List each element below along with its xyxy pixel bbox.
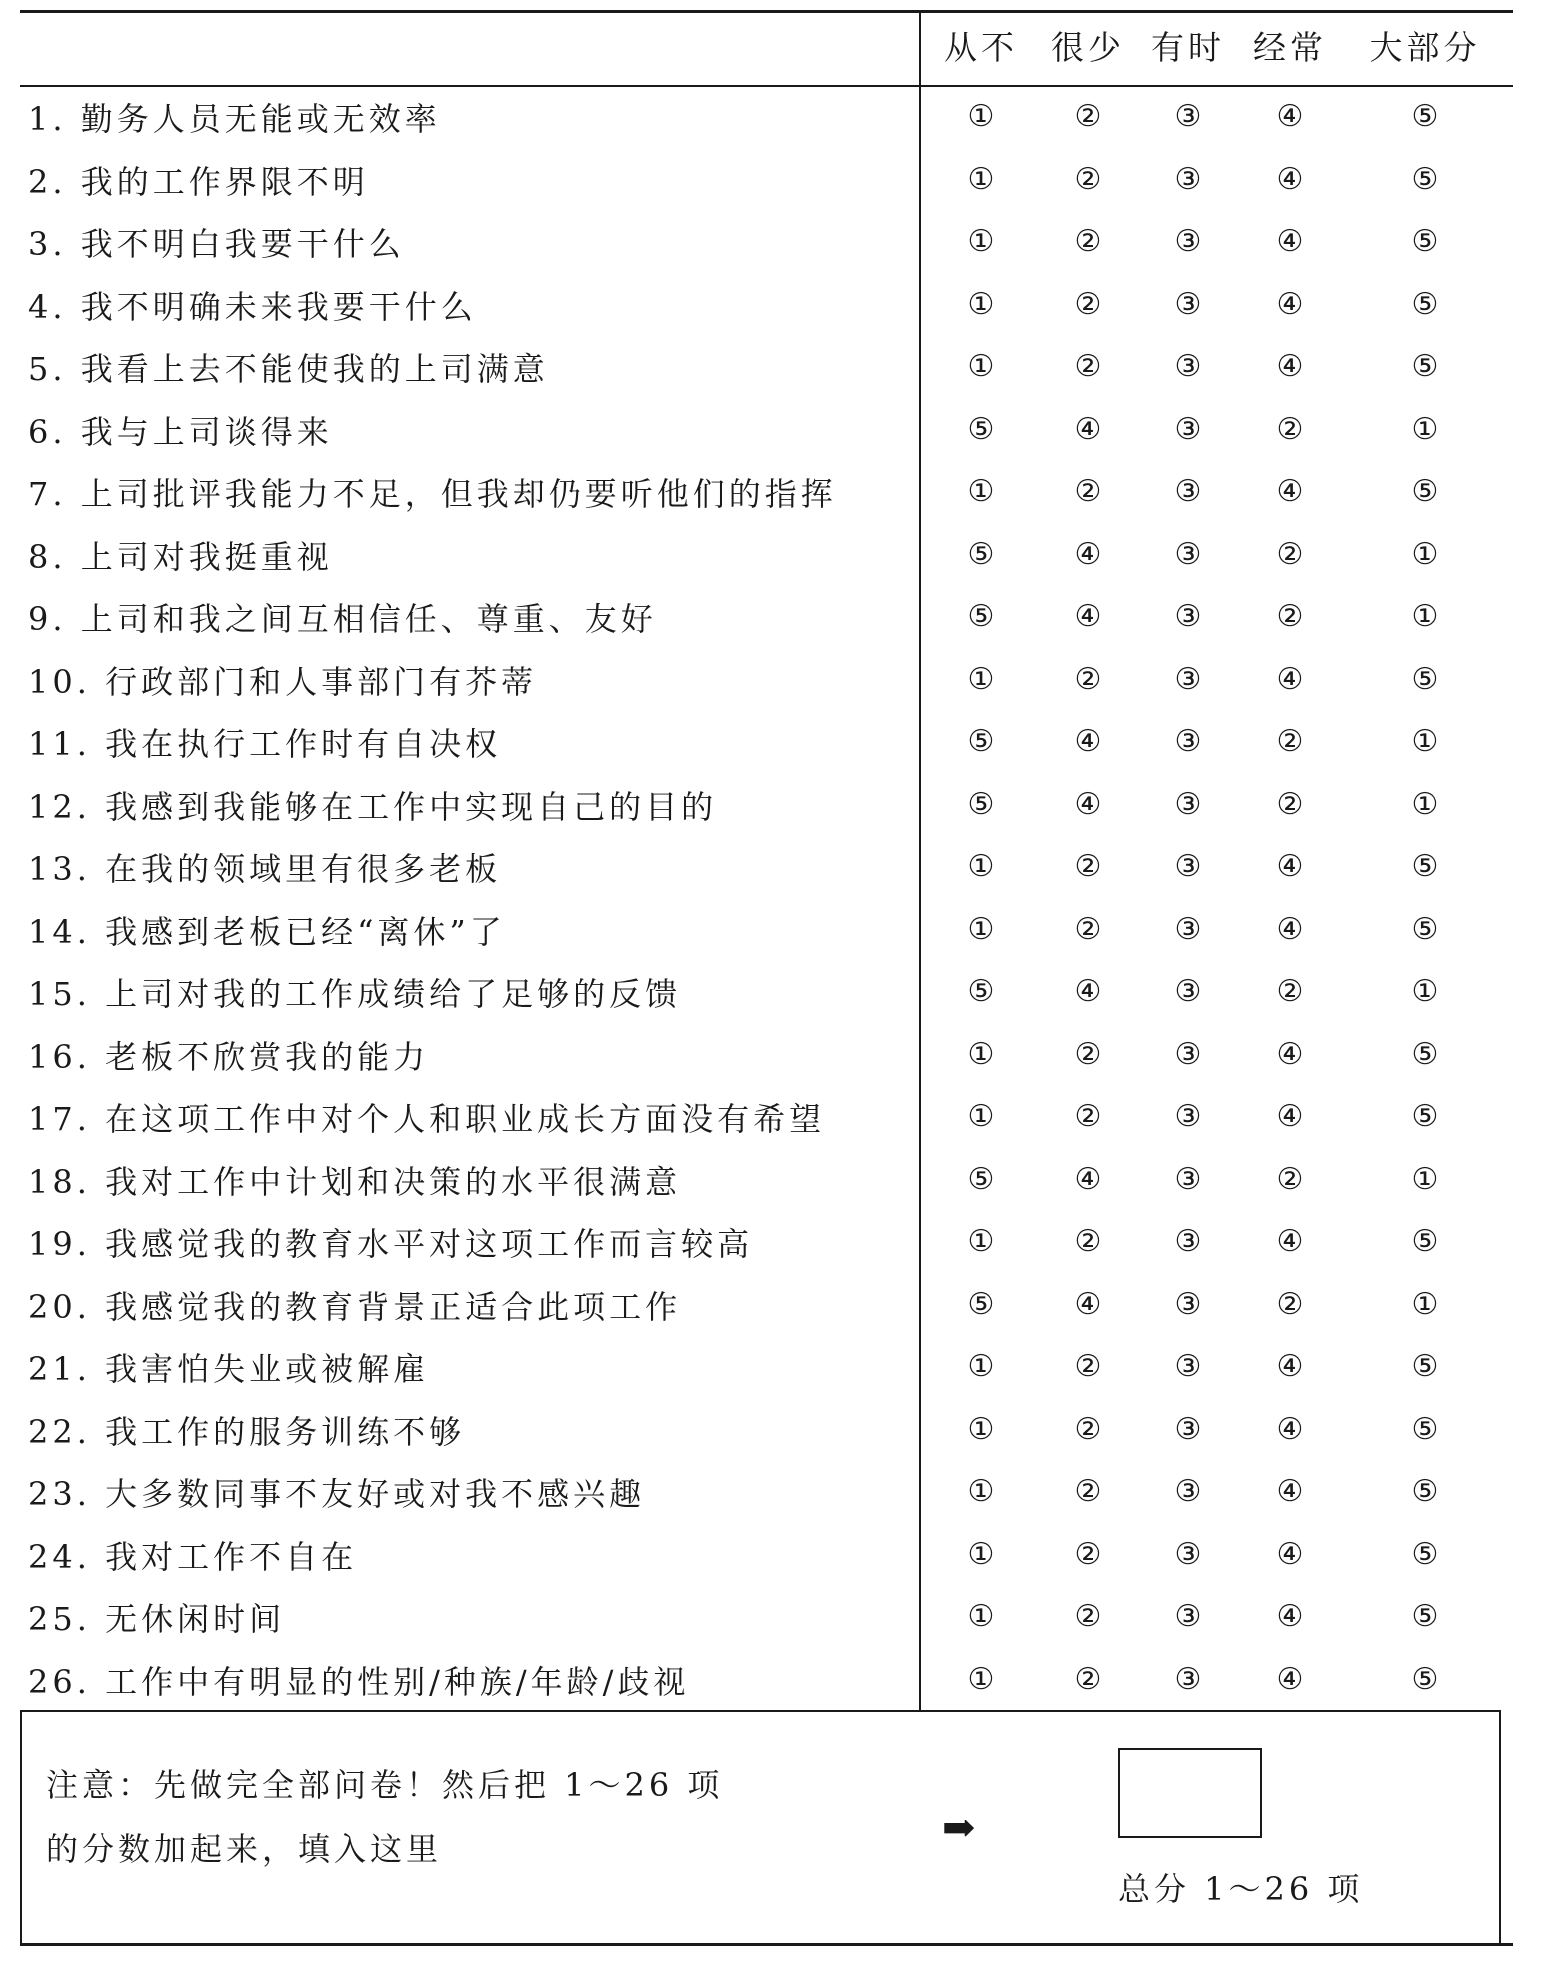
answer-option[interactable]: ④ [1276, 224, 1304, 259]
answer-option[interactable]: ① [967, 1036, 995, 1072]
answer-option[interactable]: ③ [1174, 474, 1202, 509]
question-text: 7. 上司批评我能力不足，但我却仍要听他们的指挥 [28, 475, 837, 513]
question-text: 15. 上司对我的工作成绩给了足够的反馈 [28, 975, 682, 1013]
answer-option[interactable]: ② [1074, 99, 1102, 134]
answer-option[interactable]: ④ [1276, 99, 1304, 134]
answer-option[interactable]: ④ [1276, 1661, 1304, 1697]
answer-option[interactable]: ① [967, 1411, 995, 1447]
answer-option[interactable]: ① [967, 224, 995, 259]
question-row [0, 1149, 1553, 1211]
total-score-label: 总分 1～26 项 [1118, 1870, 1364, 1908]
question-text: 25. 无休闲时间 [28, 1600, 286, 1638]
answer-option[interactable]: ① [1411, 599, 1439, 634]
answer-option[interactable]: ⑤ [1411, 474, 1439, 509]
answer-option[interactable]: ④ [1276, 474, 1304, 509]
question-text: 10. 行政部门和人事部门有芥蒂 [28, 662, 538, 701]
question-text: 16. 老板不欣赏我的能力 [28, 1037, 430, 1076]
answer-option[interactable]: ① [1411, 536, 1439, 572]
answer-option[interactable]: ④ [1276, 1036, 1304, 1072]
question-text: 3. 我不明白我要干什么 [28, 225, 405, 263]
answer-option[interactable]: ⑤ [1411, 1536, 1439, 1572]
answer-option[interactable]: ③ [1174, 99, 1202, 134]
answer-option[interactable]: ④ [1276, 911, 1304, 947]
answer-option[interactable]: ③ [1174, 1599, 1202, 1634]
answer-option[interactable]: ① [967, 911, 995, 947]
question-text: 13. 在我的领域里有很多老板 [28, 850, 502, 888]
answer-option[interactable]: ② [1276, 599, 1304, 634]
answer-option[interactable]: ④ [1276, 1474, 1304, 1509]
answer-option[interactable]: ⑤ [1411, 99, 1439, 134]
answer-option[interactable]: ⑤ [967, 1161, 995, 1197]
question-row [0, 961, 1553, 1023]
answer-option[interactable]: ⑤ [1411, 1099, 1439, 1134]
answer-option[interactable]: ② [1276, 1286, 1304, 1322]
question-row [0, 524, 1553, 586]
answer-option[interactable]: ① [967, 1349, 995, 1384]
question-text: 18. 我对工作中计划和决策的水平很满意 [28, 1162, 682, 1201]
answer-option[interactable]: ④ [1276, 286, 1304, 322]
answer-option[interactable]: ③ [1174, 599, 1202, 634]
answer-option[interactable]: ③ [1174, 1536, 1202, 1572]
answer-option[interactable]: ④ [1276, 661, 1304, 697]
answer-option[interactable]: ⑤ [1411, 161, 1439, 197]
answer-option[interactable]: ① [967, 1661, 995, 1697]
question-text: 4. 我不明确未来我要干什么 [28, 287, 477, 326]
answer-option[interactable]: ② [1276, 1161, 1304, 1197]
answer-option[interactable]: ③ [1174, 286, 1202, 322]
question-text: 26. 工作中有明显的性别/种族/年龄/歧视 [28, 1662, 690, 1701]
answer-option[interactable]: ② [1074, 1536, 1102, 1572]
answer-option[interactable]: ④ [1276, 161, 1304, 197]
column-header-4: 经常 [1253, 28, 1327, 67]
answer-option[interactable]: ① [967, 849, 995, 884]
answer-option[interactable]: ④ [1276, 1599, 1304, 1634]
answer-option[interactable]: ② [1276, 786, 1304, 822]
question-text: 1. 勤务人员无能或无效率 [28, 100, 441, 138]
answer-option[interactable]: ④ [1276, 1349, 1304, 1384]
answer-option[interactable]: ④ [1074, 599, 1102, 634]
answer-option[interactable]: ⑤ [1411, 911, 1439, 947]
answer-option[interactable]: ⑤ [1411, 1474, 1439, 1509]
answer-option[interactable]: ④ [1276, 349, 1304, 384]
answer-option[interactable]: ③ [1174, 1161, 1202, 1197]
question-row [0, 649, 1553, 711]
question-row [0, 1586, 1553, 1648]
answer-option[interactable]: ③ [1174, 1099, 1202, 1134]
answer-option[interactable]: ③ [1174, 1411, 1202, 1447]
answer-option[interactable]: ③ [1174, 411, 1202, 447]
answer-option[interactable]: ⑤ [1411, 224, 1439, 259]
answer-option[interactable]: ② [1074, 474, 1102, 509]
column-header-1: 从不 [944, 28, 1018, 67]
answer-option[interactable]: ⑤ [967, 411, 995, 447]
answer-option[interactable]: ③ [1174, 1474, 1202, 1509]
answer-option[interactable]: ⑤ [967, 724, 995, 759]
question-row [0, 149, 1553, 211]
answer-option[interactable]: ① [967, 161, 995, 197]
question-text: 14. 我感到老板已经“离休”了 [28, 912, 506, 951]
question-row [0, 1211, 1553, 1273]
question-text: 9. 上司和我之间互相信任、尊重、友好 [28, 600, 657, 638]
answer-option[interactable]: ④ [1276, 1536, 1304, 1572]
answer-option[interactable]: ③ [1174, 849, 1202, 884]
total-score-box[interactable] [1118, 1748, 1262, 1838]
answer-option[interactable]: ⑤ [1411, 849, 1439, 884]
answer-option[interactable]: ① [967, 1224, 995, 1259]
answer-option[interactable]: ① [967, 661, 995, 697]
answer-option[interactable]: ④ [1276, 849, 1304, 884]
answer-option[interactable]: ② [1074, 1224, 1102, 1259]
answer-option[interactable]: ③ [1174, 1286, 1202, 1322]
answer-option[interactable]: ⑤ [1411, 1599, 1439, 1634]
column-header-3: 有时 [1151, 28, 1225, 67]
question-row [0, 399, 1553, 461]
answer-option[interactable]: ① [1411, 411, 1439, 447]
answer-option[interactable]: ⑤ [1411, 286, 1439, 322]
answer-option[interactable]: ⑤ [967, 536, 995, 572]
question-row [0, 274, 1553, 336]
answer-option[interactable]: ② [1276, 974, 1304, 1009]
question-row [0, 1024, 1553, 1086]
answer-option[interactable]: ① [967, 349, 995, 384]
answer-option[interactable]: ⑤ [967, 1286, 995, 1322]
answer-option[interactable]: ④ [1074, 1286, 1102, 1322]
question-text: 21. 我害怕失业或被解雇 [28, 1350, 430, 1388]
question-row [0, 336, 1553, 398]
answer-option[interactable]: ⑤ [1411, 661, 1439, 697]
answer-option[interactable]: ① [967, 286, 995, 322]
question-text: 12. 我感到我能够在工作中实现自己的目的 [28, 787, 718, 826]
question-row [0, 711, 1553, 773]
question-row [0, 1336, 1553, 1398]
answer-option[interactable]: ④ [1074, 411, 1102, 447]
answer-option[interactable]: ② [1074, 1036, 1102, 1072]
answer-option[interactable]: ④ [1074, 974, 1102, 1009]
question-text: 6. 我与上司谈得来 [28, 412, 333, 451]
answer-option[interactable]: ⑤ [1411, 349, 1439, 384]
answer-option[interactable]: ② [1074, 349, 1102, 384]
question-row [0, 211, 1553, 273]
answer-option[interactable]: ④ [1276, 1411, 1304, 1447]
answer-option[interactable]: ④ [1074, 1161, 1102, 1197]
answer-option[interactable]: ③ [1174, 161, 1202, 197]
answer-option[interactable]: ④ [1074, 786, 1102, 822]
answer-option[interactable]: ② [1074, 1411, 1102, 1447]
answer-option[interactable]: ④ [1074, 536, 1102, 572]
answer-option[interactable]: ① [1411, 724, 1439, 759]
answer-option[interactable]: ③ [1174, 786, 1202, 822]
question-text: 17. 在这项工作中对个人和职业成长方面没有希望 [28, 1100, 826, 1138]
table-top-rule [20, 10, 1513, 13]
answer-option[interactable]: ② [1074, 661, 1102, 697]
answer-option[interactable]: ② [1074, 224, 1102, 259]
column-header-5: 大部分 [1369, 28, 1481, 67]
question-row [0, 774, 1553, 836]
answer-option[interactable]: ③ [1174, 724, 1202, 759]
answer-option[interactable]: ⑤ [1411, 1349, 1439, 1384]
question-text: 2. 我的工作界限不明 [28, 162, 369, 201]
answer-option[interactable]: ② [1276, 536, 1304, 572]
column-header-2: 很少 [1051, 28, 1125, 67]
answer-option[interactable]: ② [1276, 724, 1304, 759]
instruction-text-line-2: 的分数加起来，填入这里 [46, 1830, 443, 1868]
question-row [0, 1461, 1553, 1523]
answer-option[interactable]: ③ [1174, 974, 1202, 1009]
question-row [0, 461, 1553, 523]
answer-option[interactable]: ② [1074, 1599, 1102, 1634]
question-text: 8. 上司对我挺重视 [28, 537, 333, 576]
answer-option[interactable]: ③ [1174, 911, 1202, 947]
question-row [0, 86, 1553, 148]
answer-option[interactable]: ② [1074, 1474, 1102, 1509]
answer-option[interactable]: ③ [1174, 1661, 1202, 1697]
question-row [0, 1399, 1553, 1461]
answer-option[interactable]: ③ [1174, 1036, 1202, 1072]
answer-option[interactable]: ① [967, 1536, 995, 1572]
answer-option[interactable]: ④ [1276, 1099, 1304, 1134]
question-row [0, 1086, 1553, 1148]
answer-option[interactable]: ③ [1174, 1224, 1202, 1259]
answer-option[interactable]: ① [967, 474, 995, 509]
answer-option[interactable]: ② [1074, 1661, 1102, 1697]
instruction-text-line-1: 注意：先做完全部问卷！然后把 1～26 项 [46, 1766, 724, 1804]
question-text: 20. 我感觉我的教育背景正适合此项工作 [28, 1287, 682, 1326]
question-text: 22. 我工作的服务训练不够 [28, 1412, 466, 1451]
answer-option[interactable]: ⑤ [967, 786, 995, 822]
answer-option[interactable]: ① [967, 1474, 995, 1509]
answer-option[interactable]: ③ [1174, 661, 1202, 697]
question-row [0, 1274, 1553, 1336]
answer-option[interactable]: ⑤ [1411, 1036, 1439, 1072]
answer-option[interactable]: ② [1074, 1099, 1102, 1134]
answer-option[interactable]: ① [967, 1099, 995, 1134]
answer-option[interactable]: ⑤ [967, 599, 995, 634]
answer-option[interactable]: ③ [1174, 349, 1202, 384]
answer-option[interactable]: ③ [1174, 1349, 1202, 1384]
question-text: 19. 我感觉我的教育水平对这项工作而言较高 [28, 1225, 754, 1263]
question-text: 5. 我看上去不能使我的上司满意 [28, 350, 549, 388]
answer-option[interactable]: ⑤ [1411, 1661, 1439, 1697]
answer-option[interactable]: ⑤ [1411, 1411, 1439, 1447]
question-text: 24. 我对工作不自在 [28, 1537, 358, 1576]
answer-option[interactable]: ② [1276, 411, 1304, 447]
answer-option[interactable]: ④ [1074, 724, 1102, 759]
question-row [0, 899, 1553, 961]
answer-option[interactable]: ② [1074, 1349, 1102, 1384]
answer-option[interactable]: ① [1411, 1161, 1439, 1197]
answer-option[interactable]: ③ [1174, 536, 1202, 572]
answer-option[interactable]: ② [1074, 849, 1102, 884]
question-row [0, 1524, 1553, 1586]
answer-option[interactable]: ④ [1276, 1224, 1304, 1259]
answer-option[interactable]: ⑤ [967, 974, 995, 1009]
answer-option[interactable]: ① [1411, 974, 1439, 1009]
answer-option[interactable]: ① [1411, 1286, 1439, 1322]
answer-option[interactable]: ① [967, 1599, 995, 1634]
question-row [0, 836, 1553, 898]
answer-option[interactable]: ① [1411, 786, 1439, 822]
question-text: 23. 大多数同事不友好或对我不感兴趣 [28, 1475, 646, 1513]
question-row [0, 1649, 1553, 1711]
answer-option[interactable]: ② [1074, 161, 1102, 197]
instruction-box [20, 1710, 1501, 1946]
answer-option[interactable]: ② [1074, 286, 1102, 322]
right-arrow-icon: ➡ [942, 1805, 976, 1851]
answer-option[interactable]: ② [1074, 911, 1102, 947]
answer-option[interactable]: ③ [1174, 224, 1202, 259]
question-row [0, 586, 1553, 648]
answer-option[interactable]: ⑤ [1411, 1224, 1439, 1259]
answer-option[interactable]: ① [967, 99, 995, 134]
question-text: 11. 我在执行工作时有自决权 [28, 725, 502, 763]
